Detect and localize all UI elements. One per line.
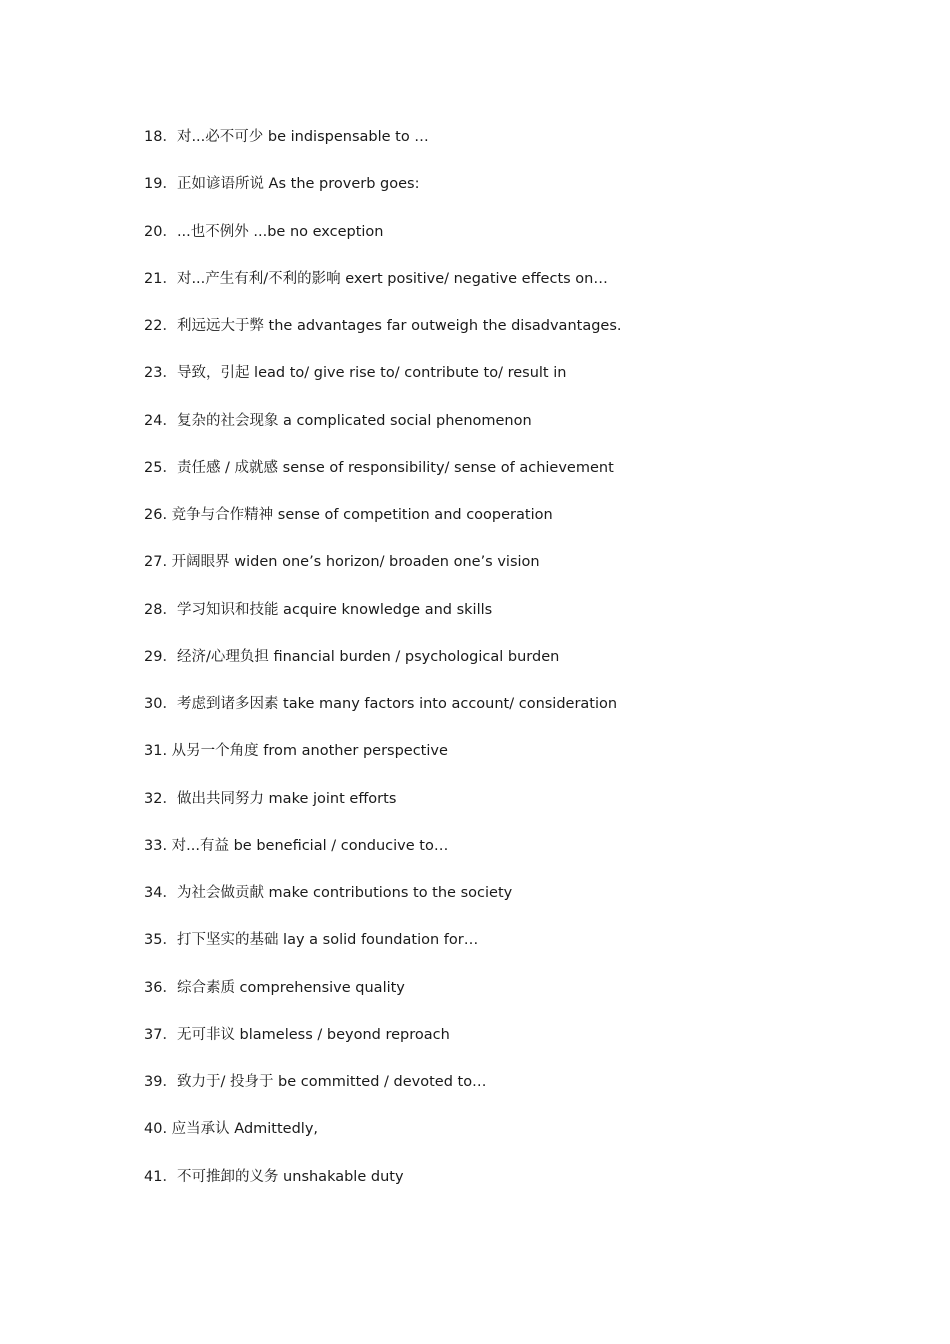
phrase-item: 29．经济/心理负担 financial burden / psychological burden [144, 648, 560, 665]
phrase-item: 20．...也不例外 ...be no exception [144, 223, 384, 240]
phrase-item: 23．导致，引起 lead to/ give rise to/ contribute to/ result in [144, 365, 567, 382]
phrase-item: 25．责任感 / 成就感 sense of responsibility/ sense of achievement [144, 459, 614, 476]
phrase-item: 18．对...必不可少 be indispensable to … [144, 129, 429, 145]
phrase-item: 34．为社会做贡献 make contributions to the society [144, 885, 513, 901]
phrase-item: 30．考虑到诸多因素 take many factors into account/ consideration [144, 696, 618, 712]
phrase-item: 39．致力于/ 投身于 be committed / devoted to… [144, 1074, 487, 1090]
phrase-item: 37．无可非议 blameless / beyond reproach [144, 1026, 450, 1043]
phrase-item: 36．综合素质 comprehensive quality [144, 979, 405, 996]
phrase-item: 41．不可推卸的义务 unshakable duty [144, 1168, 404, 1185]
phrase-item: 27. 开阔眼界 widen one’s horizon/ broaden one’s vision [144, 554, 540, 571]
phrase-item: 35．打下坚实的基础 lay a solid foundation for… [144, 932, 479, 949]
phrase-item: 21．对...产生有利/不利的影响 exert positive/ negative effects on… [144, 270, 608, 287]
phrase-item: 31. 从另一个角度 from another perspective [144, 743, 448, 760]
phrase-item: 24．复杂的社会现象 a complicated social phenomenon [144, 412, 532, 429]
phrase-item: 26. 竞争与合作精神 sense of competition and cooperation [144, 507, 553, 523]
phrase-list [144, 128, 622, 1215]
phrase-item: 33. 对...有益 be beneficial / conducive to… [144, 837, 449, 854]
phrase-item: 22．利远远大于弊 the advantages far outweigh the disadvantages. [144, 318, 622, 334]
phrase-item: 28．学习知识和技能 acquire knowledge and skills [144, 601, 493, 618]
phrase-item: 19．正如谚语所说 As the proverb goes: [144, 176, 420, 193]
phrase-item: 40. 应当承认 Admittedly, [144, 1121, 319, 1138]
phrase-item: 32．做出共同努力 make joint efforts [144, 790, 397, 807]
